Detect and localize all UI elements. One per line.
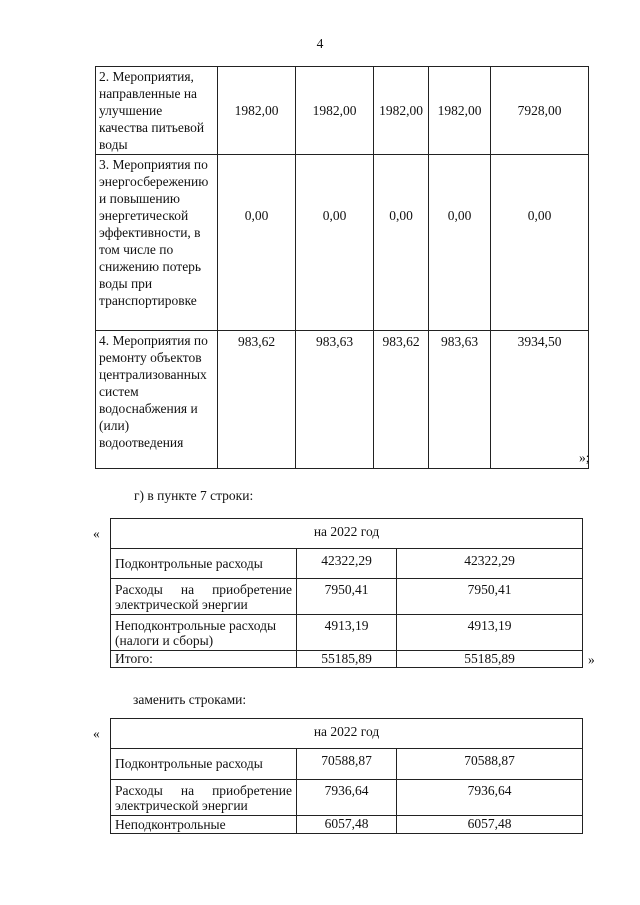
section-g-text: г) в пункте 7 строки: (134, 488, 254, 503)
value-cell: 1982,00 (296, 67, 374, 155)
row-label: Неподконтрольные (111, 816, 297, 834)
value-cell: 6057,48 (397, 816, 583, 834)
table-row (96, 155, 589, 331)
measure-name: 2. Мероприятия, направленные на улучшение качества питьевой воды (96, 67, 218, 155)
table-row (111, 816, 583, 834)
value-cell: 983,63 (296, 331, 374, 469)
value-cell: 4913,19 (397, 615, 583, 651)
value-cell: 42322,29 (297, 549, 397, 579)
measures-table (95, 66, 589, 469)
table-row (96, 331, 589, 469)
word: на (180, 783, 195, 798)
value-cell: 6057,48 (297, 816, 397, 834)
table-row (111, 615, 583, 651)
value-cell: 983,62 (218, 331, 296, 469)
value-cell: 0,00 (429, 155, 491, 331)
row-label: Итого: (111, 651, 297, 668)
table-header-row (111, 519, 583, 549)
table-row (111, 579, 583, 615)
row-label-line: электрической энергии (115, 597, 248, 612)
measure-name: 3. Мероприятия по энергосбережению и повышению энергетической эффективности, в том числе по снижению потерь воды при транспортировке (96, 155, 218, 331)
value-cell: 0,00 (218, 155, 296, 331)
costs-table-new (110, 718, 583, 834)
value-cell: 55185,89 (297, 651, 397, 668)
closing-mark: »; (579, 450, 590, 465)
costs-table-old (110, 518, 583, 668)
open-quote: « (93, 526, 100, 541)
word: Расходы (115, 783, 163, 798)
value-cell: 983,62 (374, 331, 429, 469)
value-cell: 0,00 (296, 155, 374, 331)
value-cell: 7950,41 (397, 579, 583, 615)
table-row (111, 780, 583, 816)
value-cell: 70588,87 (397, 749, 583, 780)
value-cell: 3934,50 (491, 331, 589, 469)
open-quote: « (93, 726, 100, 741)
row-label: Подконтрольные расходы (111, 549, 297, 579)
row-label-line (115, 783, 292, 798)
value-cell: 7950,41 (297, 579, 397, 615)
table-header-row (111, 719, 583, 749)
word: приобретение (212, 783, 292, 798)
row-label: Подконтрольные расходы (111, 749, 297, 780)
value-cell: 0,00 (491, 155, 589, 331)
row-label (111, 780, 297, 816)
row-label-line (115, 582, 292, 597)
value-cell: 1982,00 (429, 67, 491, 155)
value-cell: 42322,29 (397, 549, 583, 579)
value-cell: 7936,64 (297, 780, 397, 816)
value-cell: 7936,64 (397, 780, 583, 816)
word: Расходы (115, 582, 163, 597)
value-cell: 0,00 (374, 155, 429, 331)
value-cell: 1982,00 (218, 67, 296, 155)
table-row (111, 549, 583, 579)
replace-text: заменить строками: (133, 692, 247, 707)
table-row (96, 67, 589, 155)
value-cell: 55185,89 (397, 651, 583, 668)
value-cell: 7928,00 (491, 67, 589, 155)
year-header: на 2022 год (111, 519, 583, 549)
word: приобретение (212, 582, 292, 597)
word: на (180, 582, 195, 597)
value-cell: 4913,19 (297, 615, 397, 651)
table-row (111, 651, 583, 668)
row-label: Неподконтрольные расходы (налоги и сборы) (111, 615, 297, 651)
year-header: на 2022 год (111, 719, 583, 749)
measure-name: 4. Мероприятия по ремонту объектов централизованных систем водоснабжения и (или) водоотведения (96, 331, 218, 469)
close-quote: » (588, 652, 595, 667)
page-number: 4 (316, 36, 324, 51)
table-row (111, 749, 583, 780)
value-cell: 983,63 (429, 331, 491, 469)
value-cell: 1982,00 (374, 67, 429, 155)
value-cell: 70588,87 (297, 749, 397, 780)
row-label (111, 579, 297, 615)
row-label-line: электрической энергии (115, 798, 248, 813)
